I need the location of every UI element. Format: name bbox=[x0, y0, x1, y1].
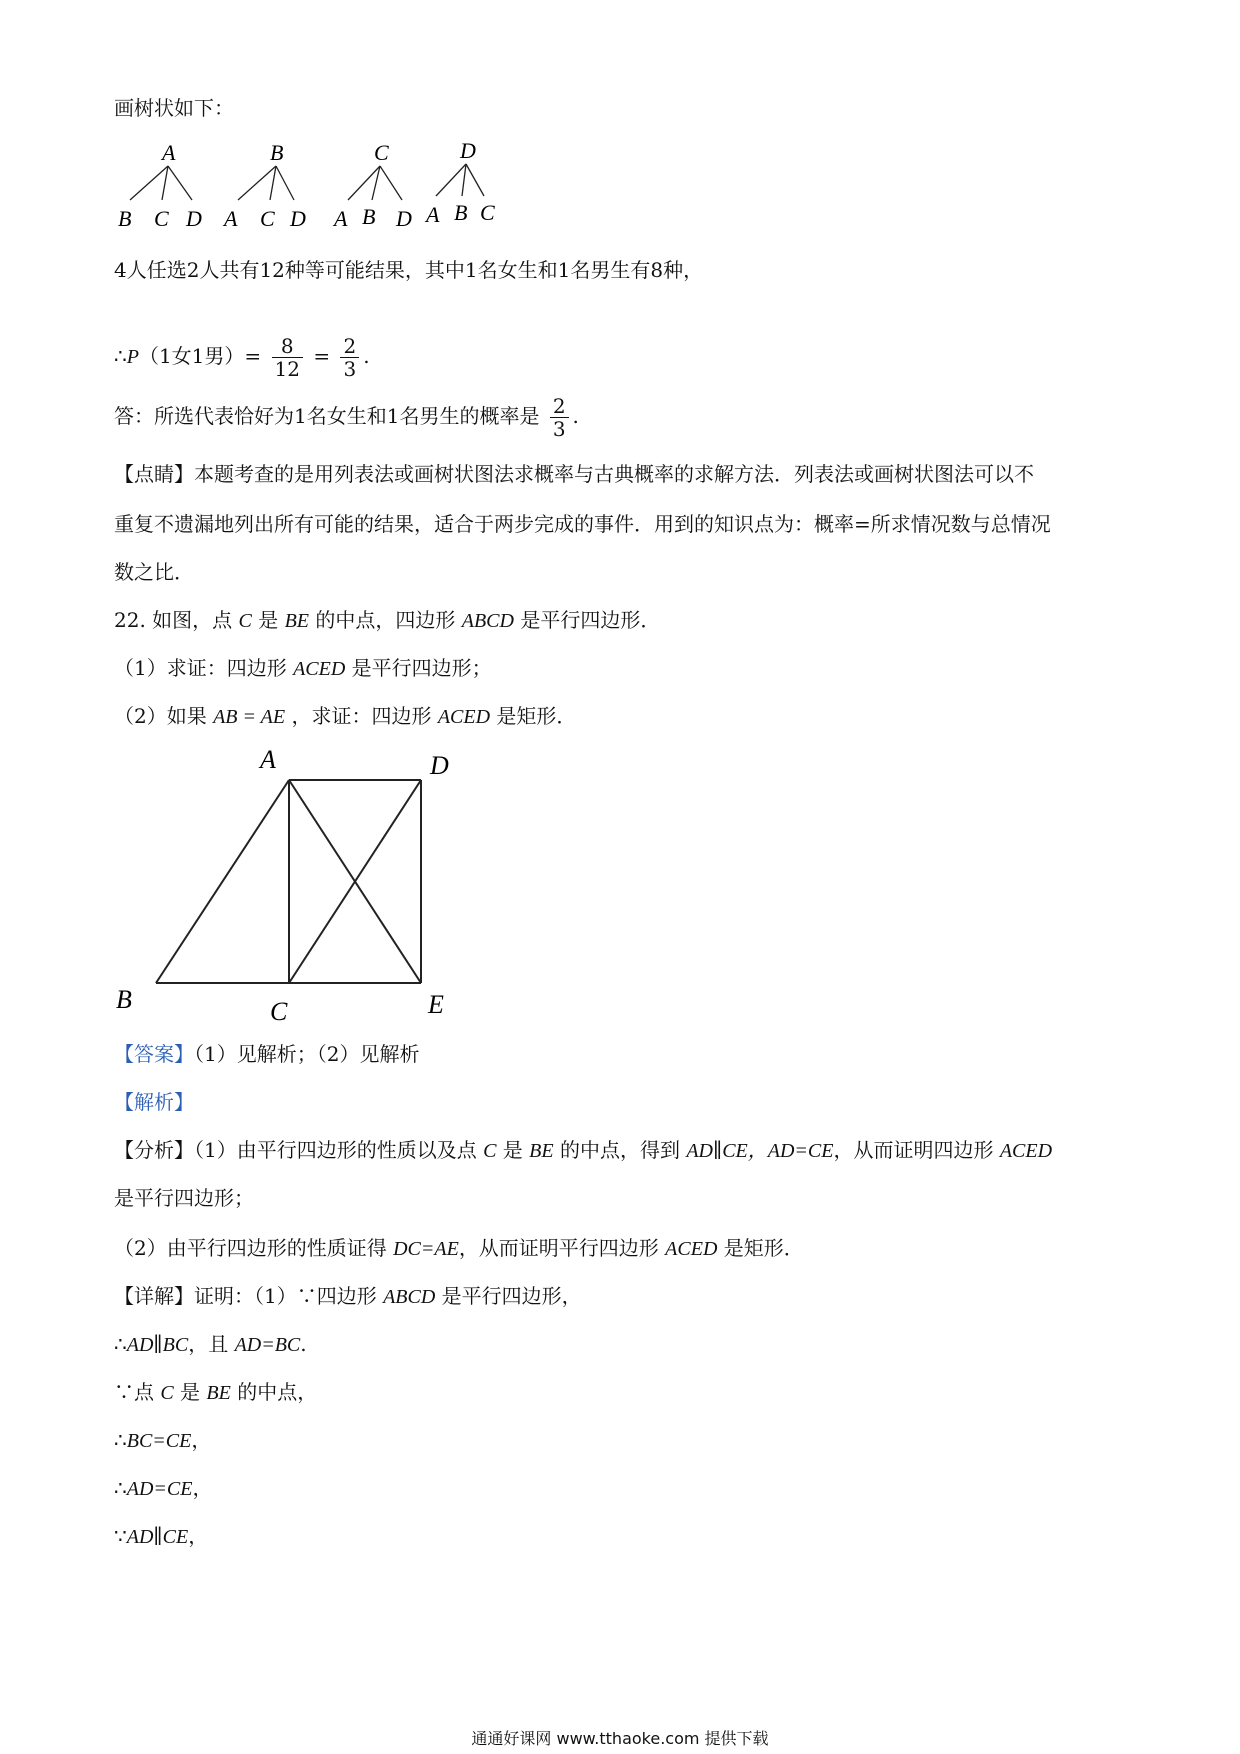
tree-diagram bbox=[110, 138, 530, 238]
results-line: 4人任选2人共有12种等可能结果，其中1名女生和1名男生有8种， bbox=[114, 258, 704, 282]
tree-root: B bbox=[270, 140, 284, 165]
tree-B bbox=[222, 140, 306, 231]
fraction-2-3: $\frac{2}{3}$ bbox=[340, 335, 359, 380]
tree-leaf: B bbox=[362, 204, 376, 229]
tree-leaf: B bbox=[118, 206, 132, 231]
detail-line-5: ∴AD=CE， bbox=[114, 1476, 213, 1500]
tree-leaf: B bbox=[454, 200, 468, 225]
answer-21: 答：所选代表恰好为1名女生和1名男生的概率是 $\frac{2}{3}$ . bbox=[114, 394, 579, 441]
fraction-answer: $\frac{2}{3}$ bbox=[550, 395, 569, 440]
tree-leaf: D bbox=[186, 206, 202, 231]
intro-text: 画树状如下： bbox=[114, 96, 234, 120]
tree-leaf: C bbox=[480, 200, 495, 225]
comment-line-2: 重复不遗漏地列出所有可能的结果，适合于两步完成的事件．用到的知识点为：概率=所求情况数与总情况 bbox=[114, 512, 1051, 536]
point-label-A: A bbox=[260, 745, 276, 774]
tree-leaf: A bbox=[426, 202, 440, 227]
detail-line-1: 【详解】证明：（1）∵四边形 ABCD 是平行四边形， bbox=[114, 1284, 582, 1308]
detail-line-3: ∵点 C 是 BE 的中点， bbox=[114, 1380, 318, 1404]
footer-text: 通通好课网 www.tthaoke.com 提供下载 bbox=[471, 1729, 769, 1748]
analysis-line-3: （2）由平行四边形的性质证得 DC=AE，从而证明平行四边形 ACED 是矩形． bbox=[114, 1236, 804, 1260]
question-22-stem: 22. 如图，点 C 是 BE 的中点，四边形 ABCD 是平行四边形． bbox=[114, 608, 661, 632]
analysis-line-2: 是平行四边形； bbox=[114, 1186, 254, 1210]
tree-A bbox=[118, 140, 202, 231]
tree-leaf: A bbox=[334, 206, 348, 231]
tree-leaf: C bbox=[154, 206, 169, 231]
comment-line-1: 【点睛】本题考查的是用列表法或画树状图法求概率与古典概率的求解方法．列表法或画树状图法可以不 bbox=[114, 462, 1034, 486]
detail-line-6: ∵AD∥CE， bbox=[114, 1524, 209, 1548]
question-22-part-2: （2）如果 AB = AE ，求证：四边形 ACED 是矩形． bbox=[114, 704, 577, 728]
point-label-E: E bbox=[428, 990, 444, 1019]
tree-leaf: D bbox=[290, 206, 306, 231]
geometry-figure bbox=[110, 740, 480, 1030]
point-label-C: C bbox=[270, 997, 288, 1026]
tree-root: A bbox=[162, 140, 176, 165]
fraction-8-12: $\frac{8}{12}$ bbox=[272, 335, 303, 380]
analysis-line-1: 【分析】（1）由平行四边形的性质以及点 C 是 BE 的中点，得到 AD∥CE，AD=CE，从而证明四边形 ACED bbox=[114, 1138, 1053, 1162]
tree-C bbox=[332, 140, 412, 231]
point-label-D: D bbox=[430, 751, 449, 780]
analysis-tag: 【解析】 bbox=[114, 1090, 194, 1114]
detail-line-4: ∴BC=CE， bbox=[114, 1428, 212, 1452]
tree-root: C bbox=[374, 140, 389, 165]
point-label-B: B bbox=[116, 985, 132, 1014]
tree-root: D bbox=[460, 138, 476, 163]
tree-leaf: C bbox=[260, 206, 275, 231]
segment-AB bbox=[156, 780, 289, 983]
tree-leaf: D bbox=[396, 206, 412, 231]
tree-D bbox=[424, 138, 495, 227]
answer-22: 【答案】（1）见解析；（2）见解析 bbox=[114, 1042, 420, 1066]
detail-line-2: ∴AD∥BC，且 AD=BC. bbox=[114, 1332, 307, 1356]
tree-leaf: A bbox=[224, 206, 238, 231]
probability-line: ∴P（1女1男）= $\frac{8}{12}$ = $\frac{2}{3}$ . bbox=[114, 334, 370, 381]
comment-line-3: 数之比． bbox=[114, 560, 194, 584]
question-22-part-1: （1）求证：四边形 ACED 是平行四边形； bbox=[114, 656, 492, 680]
